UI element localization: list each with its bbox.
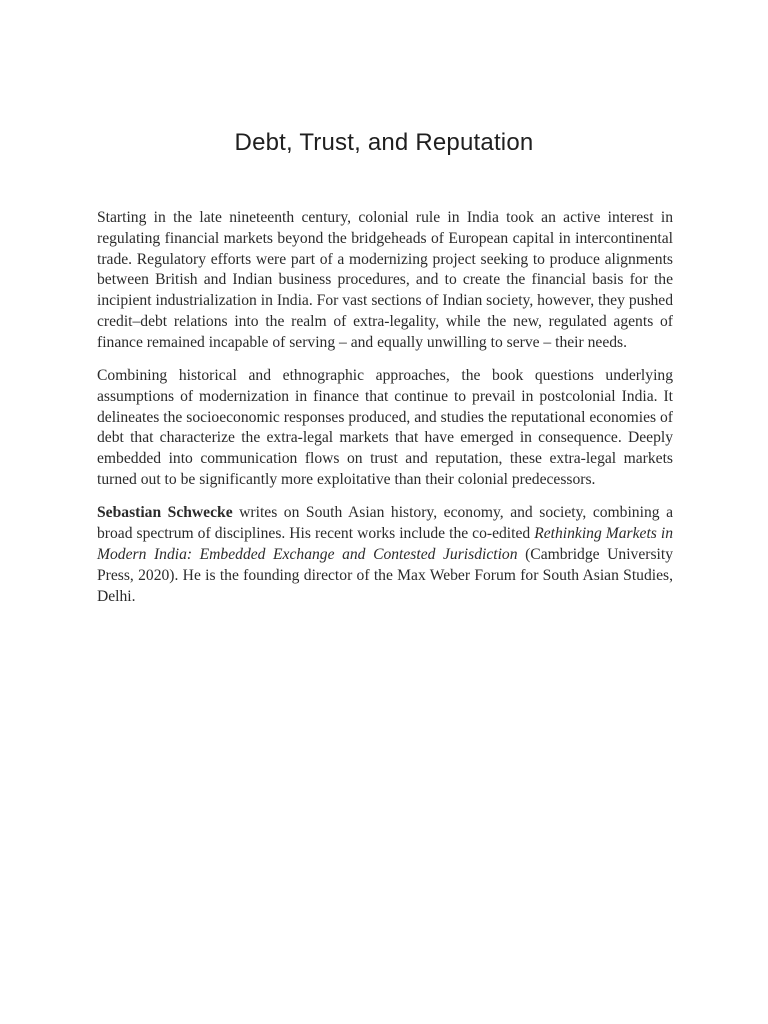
description-paragraph-2: Combining historical and ethnographic approaches, the book questions underlying assumptions of modernization in finance that continue to prevail in postcolonial India. It delineates the socioeconomic responses produced, and studies the reputational economies of debt that characterize the extra-legal markets that have emerged in consequence. Deeply embedded into communication flows on trust and reputation, these extra-legal markets turned out to be significantly more exploitative than their colonial predecessors. [97,367,673,489]
co-edited-book-title: Rethinking Markets in Modern India: Embedded Exchange and Contested Jurisdiction [97,525,674,563]
description-paragraph-1: Starting in the late nineteenth century, colonial rule in India took an active interest in regulating financial markets beyond the bridgeheads of European capital in intercontinental trade. Regulatory efforts were part of a modernizing project seeking to produce alignments between British and Indian business procedures, and to create the financial basis for the incipient industrialization in India. For vast sections of Indian society, however, they pushed credit–debt relations into the realm of extra-legality, while the new, regulated agents of finance remained incapable of serving – and equally unwilling to serve – their needs. [97,209,673,351]
author-bio-paragraph [97,503,673,607]
author-bio-text-2: (Cambridge University Press, 2020). He is the founding director of the Max Weber Forum for South Asian Studies, Delhi. [97,545,673,605]
page-title: Debt, Trust, and Reputation [234,129,534,156]
author-name: Sebastian Schwecke [97,504,233,522]
author-bio-text-1: writes on South Asian history, economy, and society, combining a broad spectrum of disciplines. His recent works include the co-edited [97,504,673,543]
description-body [97,208,673,620]
